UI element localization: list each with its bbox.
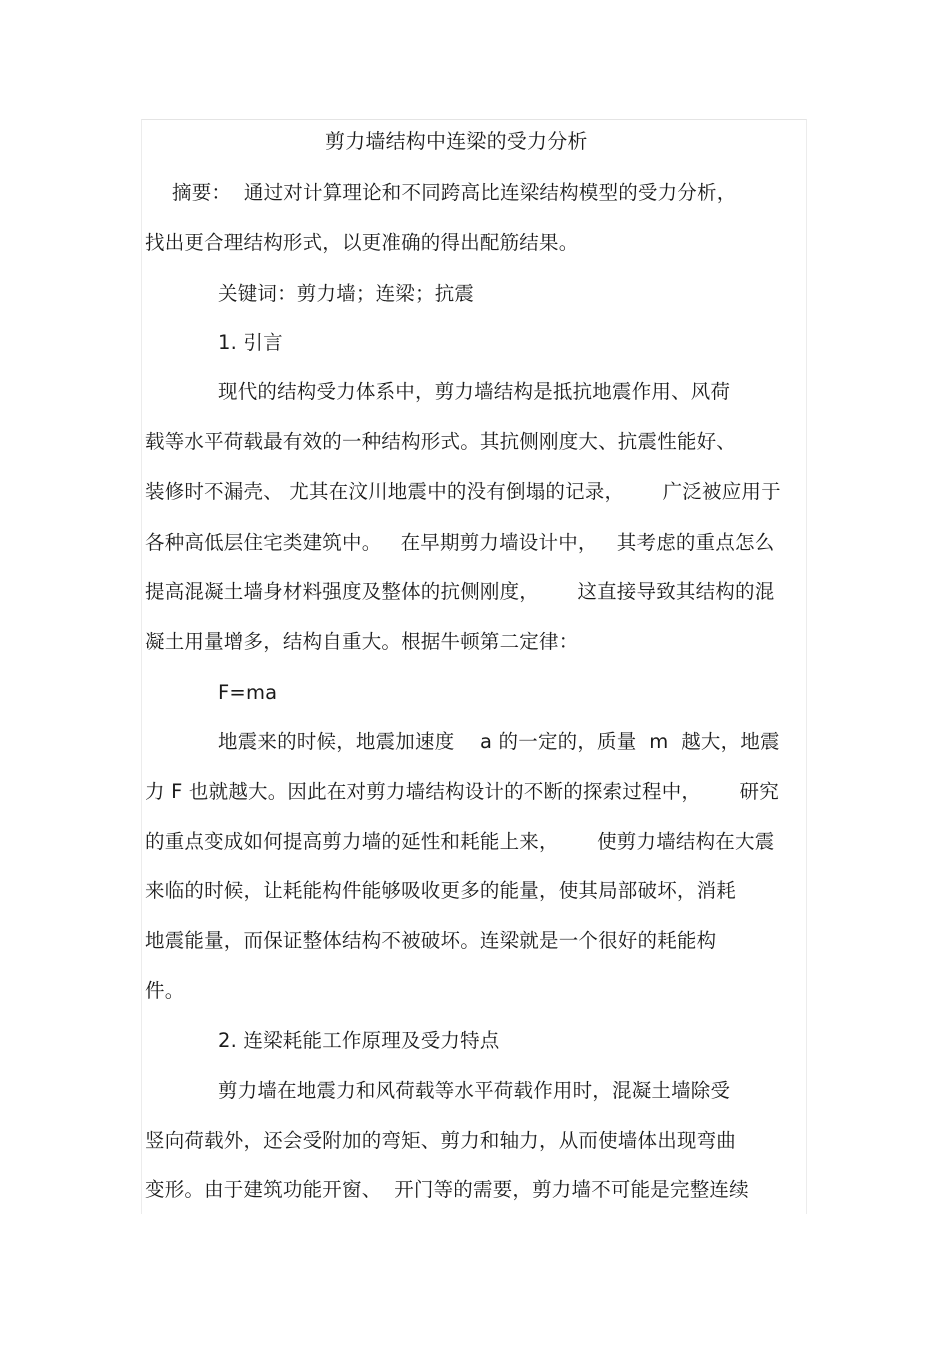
section1-para2-line-4: 来临的时候，让耗能构件能够吸收更多的能量，使其局部破坏，消耗 xyxy=(145,879,737,902)
section1-heading: 1. 引言 xyxy=(218,331,283,354)
section1-para2-line-6: 件。 xyxy=(145,979,185,1002)
section1-para1-line-4: 各种高低层住宅类建筑中。 在早期剪力墙设计中， 其考虑的重点怎么 xyxy=(145,531,775,554)
section1-para1-line-2: 载等水平荷载最有效的一种结构形式。其抗侧刚度大、抗震性能好、 xyxy=(145,430,737,453)
keywords-line: 关键词：剪力墙；连梁；抗震 xyxy=(218,282,475,305)
section1-para2-line-2: 力 F 也就越大。因此在对剪力墙结构设计的不断的探索过程中， 研究 xyxy=(145,780,779,803)
abstract-line-2: 找出更合理结构形式，以更准确的得出配筋结果。 xyxy=(145,231,579,254)
section1-para1-line-1: 现代的结构受力体系中，剪力墙结构是抵抗地震作用、风荷 xyxy=(218,380,731,403)
section1-para1-line-6: 凝土用量增多，结构自重大。根据牛顿第二定律： xyxy=(145,630,579,653)
section1-para1-line-5: 提高混凝土墙身材料强度及整体的抗侧刚度， 这直接导致其结构的混 xyxy=(145,580,775,603)
section1-para1-line-3: 装修时不漏壳、 尤其在汶川地震中的没有倒塌的记录， 广泛被应用于 xyxy=(145,480,781,503)
formula: F=ma xyxy=(218,681,278,704)
section2-para1-line-1: 剪力墙在地震力和风荷载等水平荷载作用时，混凝土墙除受 xyxy=(218,1079,731,1102)
section1-para2-line-3: 的重点变成如何提高剪力墙的延性和耗能上来， 使剪力墙结构在大震 xyxy=(145,830,775,853)
section1-para2-line-1: 地震来的时候，地震加速度 a 的一定的，质量 m 越大，地震 xyxy=(218,730,780,753)
abstract-line-1: 摘要： 通过对计算理论和不同跨高比连梁结构模型的受力分析， xyxy=(172,181,737,204)
section2-heading: 2. 连梁耗能工作原理及受力特点 xyxy=(218,1029,500,1052)
section2-para1-line-3: 变形。由于建筑功能开窗、 开门等的需要，剪力墙不可能是完整连续 xyxy=(145,1178,749,1201)
document-title: 剪力墙结构中连梁的受力分析 xyxy=(325,129,588,153)
section1-para2-line-5: 地震能量，而保证整体结构不被破坏。连梁就是一个很好的耗能构 xyxy=(145,929,717,952)
section2-para1-line-2: 竖向荷载外，还会受附加的弯矩、剪力和轴力，从而使墙体出现弯曲 xyxy=(145,1129,737,1152)
